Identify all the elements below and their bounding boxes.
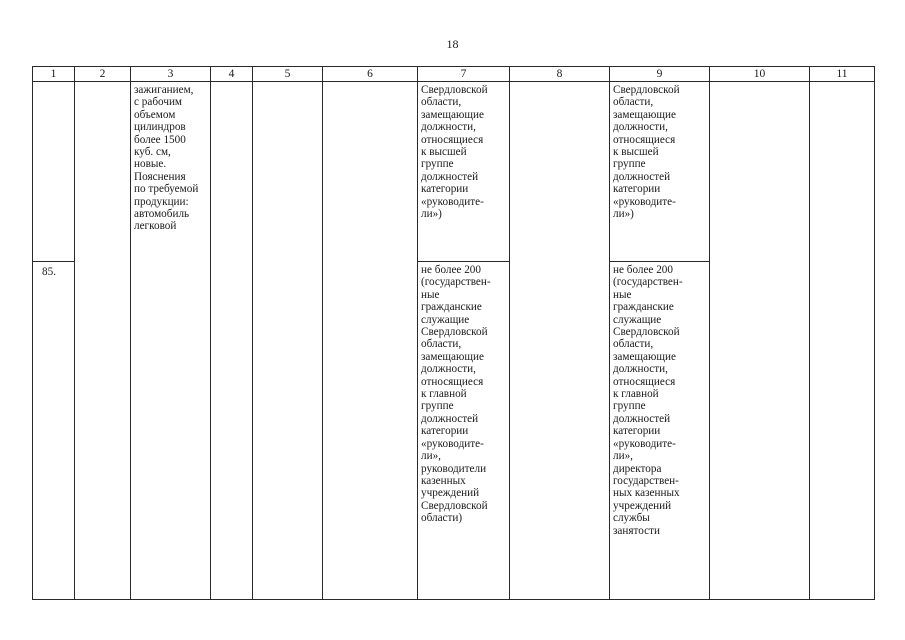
column-header: 10 — [710, 67, 810, 82]
column-header: 6 — [323, 67, 418, 82]
column-header: 3 — [131, 67, 211, 82]
column-header: 1 — [33, 67, 75, 82]
column-header: 9 — [610, 67, 710, 82]
table-cell — [810, 82, 875, 600]
table-cell — [211, 82, 253, 600]
column-header: 7 — [418, 67, 510, 82]
table-cell — [33, 82, 75, 262]
col7-continuation-text: Свердловской области, замещающие должности, относящиеся к высшей группе должностей категории «руководите- ли») — [421, 84, 488, 221]
table-cell — [710, 82, 810, 600]
page-number: 18 — [446, 37, 459, 51]
table-cell — [75, 82, 131, 600]
header-row — [33, 67, 875, 82]
product-description-text: зажиганием, с рабочим объемом цилиндров более 1500 куб. см, новые. Пояснения по требуемой продукции: автомобиль легковой — [134, 84, 199, 233]
table-cell-product-description — [131, 82, 211, 600]
col9-row85-text: не более 200 (государствен- ные гражданские служащие Свердловской области, замещающие должности, относящиеся к главной группе должностей категории «руководите- ли», директора государствен- ных казенных учреждений службы занятости — [613, 264, 683, 537]
table-cell-col7 — [418, 82, 510, 262]
col9-continuation-text: Свердловской области, замещающие должности, относящиеся к высшей группе должностей категории «руководите- ли») — [613, 84, 680, 221]
column-header: 4 — [211, 67, 253, 82]
data-table — [32, 66, 875, 600]
column-header: 5 — [253, 67, 323, 82]
table-cell — [253, 82, 323, 600]
col7-row85-text: не более 200 (государствен- ные гражданские служащие Свердловской области, замещающие должности, относящиеся к главной группе должностей категории «руководите- ли», руководители казенных учреждений Свердловской области) — [421, 264, 491, 525]
table-cell — [323, 82, 418, 600]
table-row-continuation — [33, 82, 875, 262]
table-cell-col9 — [610, 262, 710, 600]
table-cell — [510, 82, 610, 600]
table-cell-col7 — [418, 262, 510, 600]
table-cell-col9 — [610, 82, 710, 262]
column-header: 2 — [75, 67, 131, 82]
column-header: 11 — [810, 67, 875, 82]
column-header: 8 — [510, 67, 610, 82]
row-number: 85. — [33, 262, 75, 600]
